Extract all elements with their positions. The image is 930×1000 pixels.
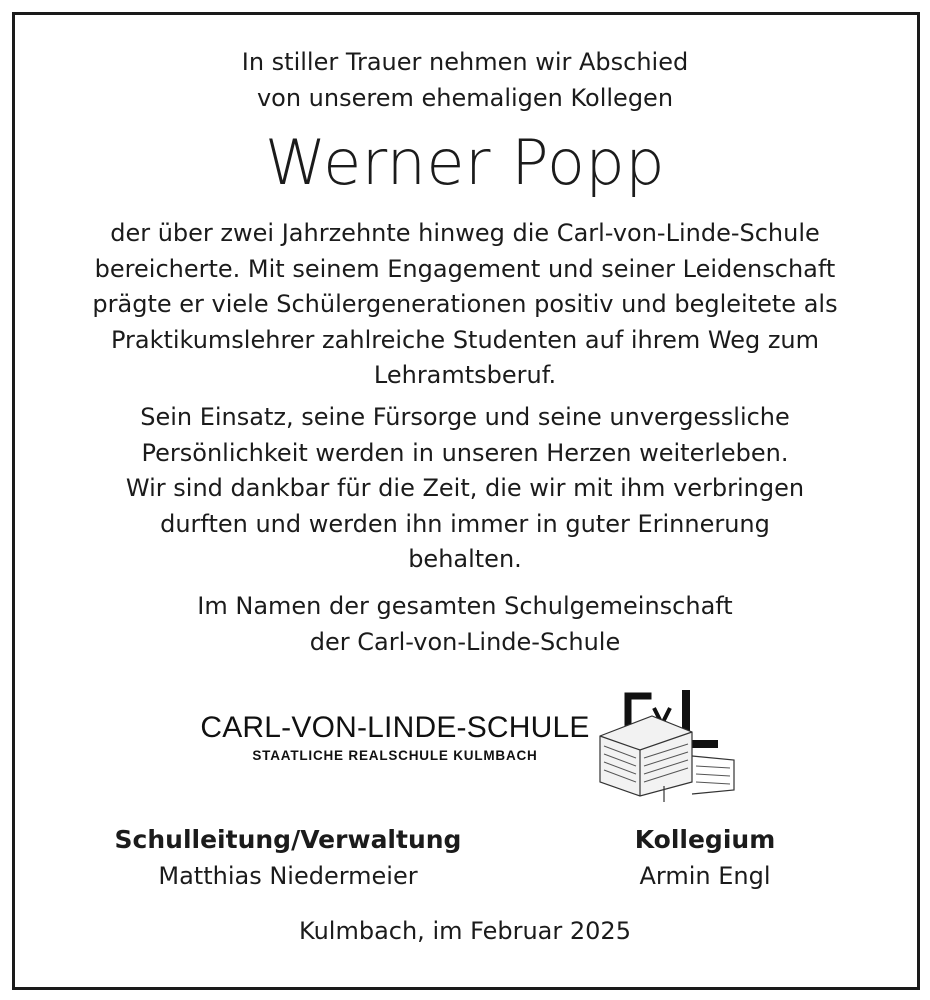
remembrance-paragraph [0,400,930,578]
signatory-name: Matthias Niedermeier [158,862,418,890]
on-behalf-text [0,589,930,660]
school-subtitle: STAATLICHE REALSCHULE KULMBACH [252,748,538,763]
paragraph-line: Wir sind dankbar für die Zeit, die wir mit ihm verbringen [125,474,805,502]
school-logo-text [195,710,595,764]
paragraph-line: Sein Einsatz, seine Fürsorge und seine unvergessliche [140,403,790,431]
signature-line: der Carl-von-Linde-Schule [309,627,621,656]
paragraph-line: bereicherte. Mit seinem Engagement und seiner Leidenschaft [94,254,836,283]
paragraph-line: prägte er viele Schülergenerationen positiv und begleitete als [92,290,838,318]
signature-line: Im Namen der gesamten Schulgemeinschaft [197,592,733,620]
paragraph-line: der über zwei Jahrzehnte hinweg die Carl-von-Linde-Schule [110,219,820,247]
intro-line: von unserem ehemaligen Kollegen [256,84,674,112]
intro-line: In stiller Trauer nehmen wir Abschied [241,48,689,76]
paragraph-line: durften und werden ihn immer in guter Erinnerung [160,509,770,538]
signatory-name: Armin Engl [639,862,771,890]
paragraph-line: Lehramtsberuf. [373,361,557,389]
deceased-name: Werner Popp [264,126,666,199]
intro-text [0,44,930,116]
school-name: CARL-VON-LINDE-SCHULE [200,711,590,744]
paragraph-line: Persönlichkeit werden in unseren Herzen weiterleben. [141,438,789,467]
tribute-paragraph [0,216,930,394]
signatory-staff [605,823,805,893]
signatory-administration [88,823,488,893]
paragraph-line: behalten. [408,545,522,573]
signatory-role: Kollegium [634,825,776,854]
place-date: Kulmbach, im Februar 2025 [299,917,631,945]
signatory-role: Schulleitung/Verwaltung [114,825,462,854]
paragraph-line: Praktikumslehrer zahlreiche Studenten auf ihrem Weg zum [110,325,820,354]
school-building-icon [592,686,742,802]
